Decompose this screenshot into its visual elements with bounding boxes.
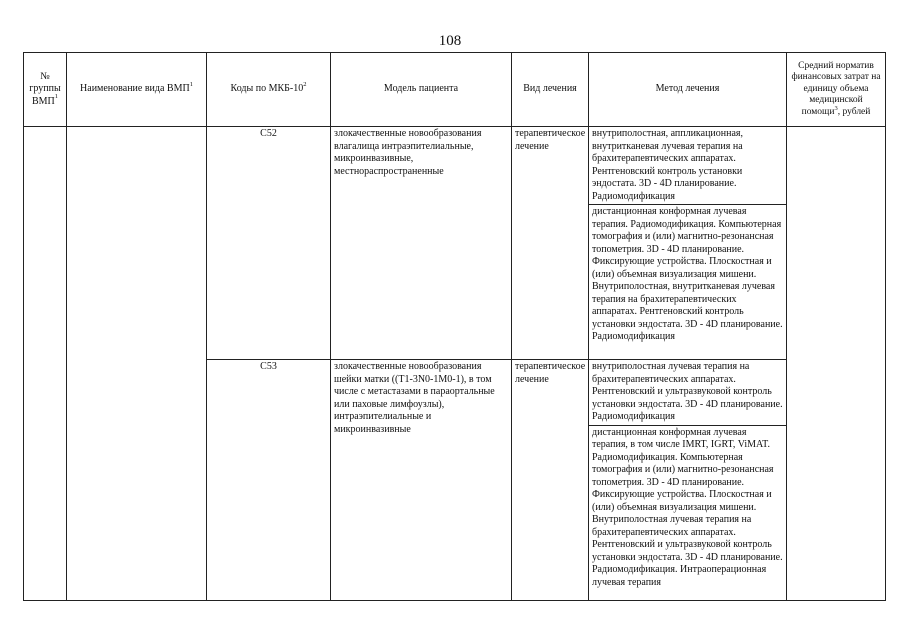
icd-code-cell: C52 bbox=[207, 127, 331, 360]
table-row bbox=[24, 127, 886, 205]
patient-model-cell: злокачественные новообразования шейки матки ((T1-3N0-1M0-1), в том числе с метастазами в параортальные или паховые лимфоузлы), интраэпителиальные и микроинвазивные bbox=[331, 360, 512, 601]
header-group-text: № группы ВМП bbox=[29, 70, 61, 107]
page-number: 108 bbox=[438, 33, 462, 49]
footnote-mark: 1 bbox=[189, 80, 193, 88]
header-group-number bbox=[24, 53, 67, 127]
header-cost-unit: , рублей bbox=[837, 106, 871, 117]
header-patient-model: Модель пациента bbox=[331, 53, 512, 127]
header-icd-codes bbox=[207, 53, 331, 127]
treatment-method-cell: дистанционная конформная лучевая терапия. Радиомодификация. Компьютерная томография и (или) магнитно-резонансная топометрия. 3D - 4D планирование. Фиксирующие устройства. Плоскостная и (или) объемная визуализация мишени. Внутриполостная, внутритканевая лучевая терапия на брахитерапевтических аппаратах. Рентгеновский контроль установки эндостата. 3D - 4D планирование. Радиомодификация bbox=[589, 205, 787, 360]
treatment-method-cell: внутриполостная лучевая терапия на брахитерапевтических аппаратах. Рентгеновский и ультразвуковой контроль установки эндостата. 3D - 4D планирование. Радиомодификация bbox=[589, 360, 787, 426]
header-row bbox=[24, 53, 886, 127]
header-treatment-type: Вид лечения bbox=[512, 53, 589, 127]
vmp-name-cell bbox=[67, 127, 207, 601]
footnote-mark: 1 bbox=[54, 93, 59, 101]
header-treatment-method: Метод лечения bbox=[589, 53, 787, 127]
footnote-mark: 2 bbox=[303, 80, 307, 88]
header-vmp-name-text: Наименование вида ВМП bbox=[80, 83, 190, 95]
treatment-method-cell: дистанционная конформная лучевая терапия, в том числе IMRT, IGRT, ViMAT. Радиомодификация. Компьютерная томография и (или) магнитно-резонансная топометрия. 3D - 4D планирование. Фиксирующие устройства. Плоскостная и (или) объемная визуализация мишени. Внутриполостная лучевая терапия на брахитерапевтических аппаратах. Рентгеновский и ультразвуковой контроль установки эндостата. 3D - 4D планирование. Радиомодификация. Интраоперационная лучевая терапия bbox=[589, 425, 787, 600]
icd-code-cell: C53 bbox=[207, 360, 331, 601]
patient-model-cell: злокачественные новообразования влагалища интраэпителиальные, микроинвазивные, местнораспространенные bbox=[331, 127, 512, 360]
treatment-method-cell: внутриполостная, аппликационная, внутритканевая лучевая терапия на брахитерапевтических аппаратах. Рентгеновский контроль установки эндостата. 3D - 4D планирование. Радиомодификация bbox=[589, 127, 787, 205]
vmp-table bbox=[23, 52, 886, 601]
header-icd-text: Коды по МКБ-10 bbox=[230, 83, 304, 95]
average-cost-cell bbox=[787, 127, 886, 601]
header-vmp-name bbox=[67, 53, 207, 127]
header-cost-text: Средний норматив финансовых затрат на единицу объема медицинской помощи bbox=[791, 60, 881, 117]
header-average-cost bbox=[787, 53, 886, 127]
treatment-type-cell: терапевтическое лечение bbox=[512, 360, 589, 601]
footnote-mark: 3 bbox=[834, 104, 838, 112]
group-number-cell bbox=[24, 127, 67, 601]
treatment-type-cell: терапевтическое лечение bbox=[512, 127, 589, 360]
